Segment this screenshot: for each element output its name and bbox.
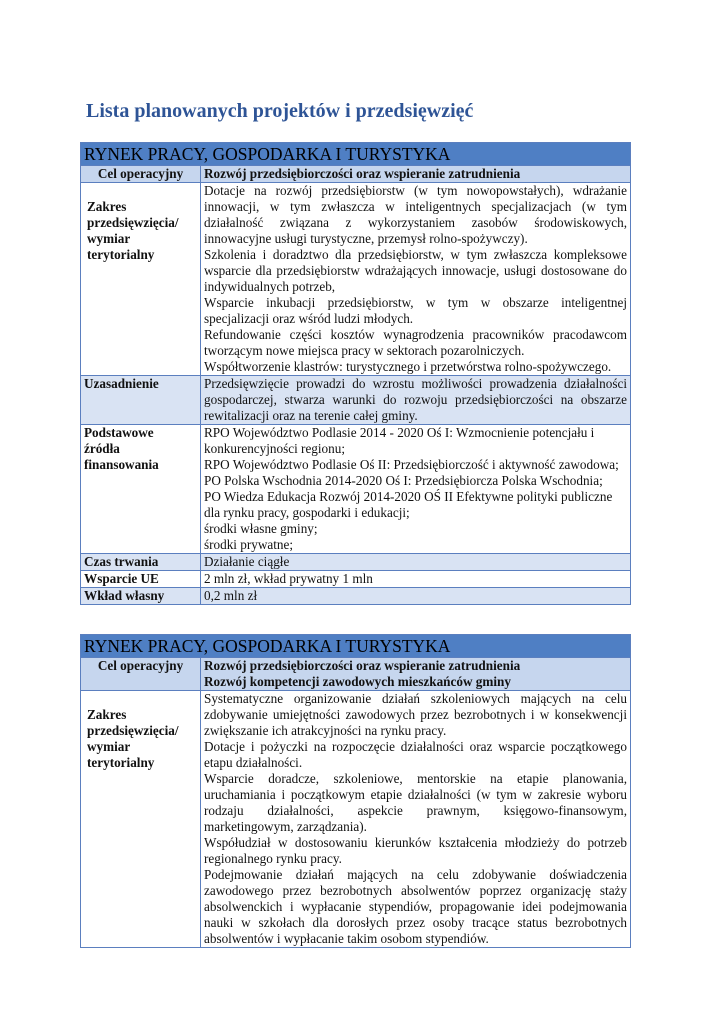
wsparcie-value: 2 mln zł, wkład prywatny 1 mln	[201, 571, 631, 588]
zakres-label: Zakres przedsięwzięcia/ wymiar terytorialny	[81, 691, 201, 948]
table-header: RYNEK PRACY, GOSPODARKA I TURYSTYKA	[81, 143, 631, 166]
list-item: RPO Województwo Podlasie 2014 - 2020 Oś I: Wzmocnienie potencjału i konkurencyjności regionu;	[204, 425, 595, 456]
list-item: PO Polska Wschodnia 2014-2020 Oś I: Przedsiębiorcza Polska Wschodnia;	[204, 473, 603, 488]
list-item: Dotacje i pożyczki na rozpoczęcie działalności oraz wsparcie początkowego etapu działalności.	[204, 739, 627, 770]
project-table-2	[80, 634, 631, 948]
zakres-label: Zakres przedsięwzięcia/ wymiar terytorialny	[81, 183, 201, 376]
cel-value: Rozwój przedsiębiorczości oraz wspieranie zatrudnienia Rozwój kompetencji zawodowych mieszkańców gminy	[201, 658, 631, 691]
list-item: Dotacje na rozwój przedsiębiorstw (w tym nowopowstałych), wdrażanie innowacji, w tym zwłaszcza w inteligentnych specjalizacjach (w tym działalność związana z wykorzystaniem zasobów środowiskowych, innowacyjne usługi turystyczne, przemysł rolno-spożywczy).	[204, 183, 627, 246]
cel-label: Cel operacyjny	[81, 166, 201, 183]
uzasadnienie-value: Przedsięwzięcie prowadzi do wzrostu możliwości prowadzenia działalności gospodarczej, stwarza warunki do rozwoju przedsiębiorczości na obszarze rewitalizacji oraz na terenie całej gminy.	[201, 376, 631, 425]
list-item: Współtworzenie klastrów: turystycznego i przetwórstwa rolno-spożywczego.	[204, 359, 612, 374]
wklad-label: Wkład własny	[81, 588, 201, 605]
zrodla-value	[201, 425, 631, 554]
table-header: RYNEK PRACY, GOSPODARKA I TURYSTYKA	[81, 635, 631, 658]
wklad-value: 0,2 mln zł	[201, 588, 631, 605]
uzasadnienie-label: Uzasadnienie	[81, 376, 201, 425]
czas-label: Czas trwania	[81, 554, 201, 571]
list-item: Refundowanie części kosztów wynagrodzenia pracowników pracodawcom tworzącym nowe miejsca pracy w sektorach pozarolniczych.	[204, 327, 627, 358]
zakres-value	[201, 183, 631, 376]
list-item: Systematyczne organizowanie działań szkoleniowych mających na celu zdobywanie umiejętności zawodowych przez bezrobotnych i w konsekwencji zwiększanie ich atrakcyjności na rynku pracy.	[204, 691, 627, 738]
list-item: Współudział w dostosowaniu kierunków kształcenia młodzieży do potrzeb regionalnego rynku pracy.	[204, 835, 627, 866]
cel-value: Rozwój przedsiębiorczości oraz wspieranie zatrudnienia	[201, 166, 631, 183]
list-item: Wsparcie inkubacji przedsiębiorstw, w tym w obszarze inteligentnej specjalizacji oraz wśród ludzi młodych.	[204, 295, 627, 326]
page-title: Lista planowanych projektów i przedsięwzięć	[86, 100, 474, 122]
zrodla-label: Podstawowe źródła finansowania	[81, 425, 201, 554]
list-item: Wsparcie doradcze, szkoleniowe, mentorskie na etapie planowania, uruchamiania i początkowym etapie działalności (w tym w zakresie wyboru rodzaju działalności, aspekcie prawnym, księgowo-finansowym, marketingowym, zarządzania).	[204, 771, 627, 834]
list-item: RPO Województwo Podlasie Oś II: Przedsiębiorczość i aktywność zawodowa;	[204, 457, 619, 472]
wsparcie-label: Wsparcie UE	[81, 571, 201, 588]
project-table-1	[80, 142, 631, 605]
list-item: Podejmowanie działań mających na celu zdobywanie doświadczenia zawodowego przez bezrobotnych absolwentów poprzez organizację staży absolwenckich i wypłacanie stypendiów, propagowanie idei podejmowania nauki w szkołach dla dorosłych przez osoby tracące status bezrobotnych absolwentów i wypłacanie takim osobom stypendiów.	[204, 867, 627, 946]
list-item: PO Wiedza Edukacja Rozwój 2014-2020 OŚ II Efektywne polityki publiczne dla rynku pracy, gospodarki i edukacji;	[204, 489, 613, 520]
cel-label: Cel operacyjny	[81, 658, 201, 691]
czas-value: Działanie ciągłe	[201, 554, 631, 571]
list-item: Szkolenia i doradztwo dla przedsiębiorstw, w tym zwłaszcza kompleksowe wsparcie dla przedsiębiorstw wdrażających innowacje, usługi dostosowane do indywidualnych potrzeb,	[204, 247, 627, 294]
list-item: środki prywatne;	[204, 537, 293, 552]
zakres-value	[201, 691, 631, 948]
list-item: środki własne gminy;	[204, 521, 318, 536]
